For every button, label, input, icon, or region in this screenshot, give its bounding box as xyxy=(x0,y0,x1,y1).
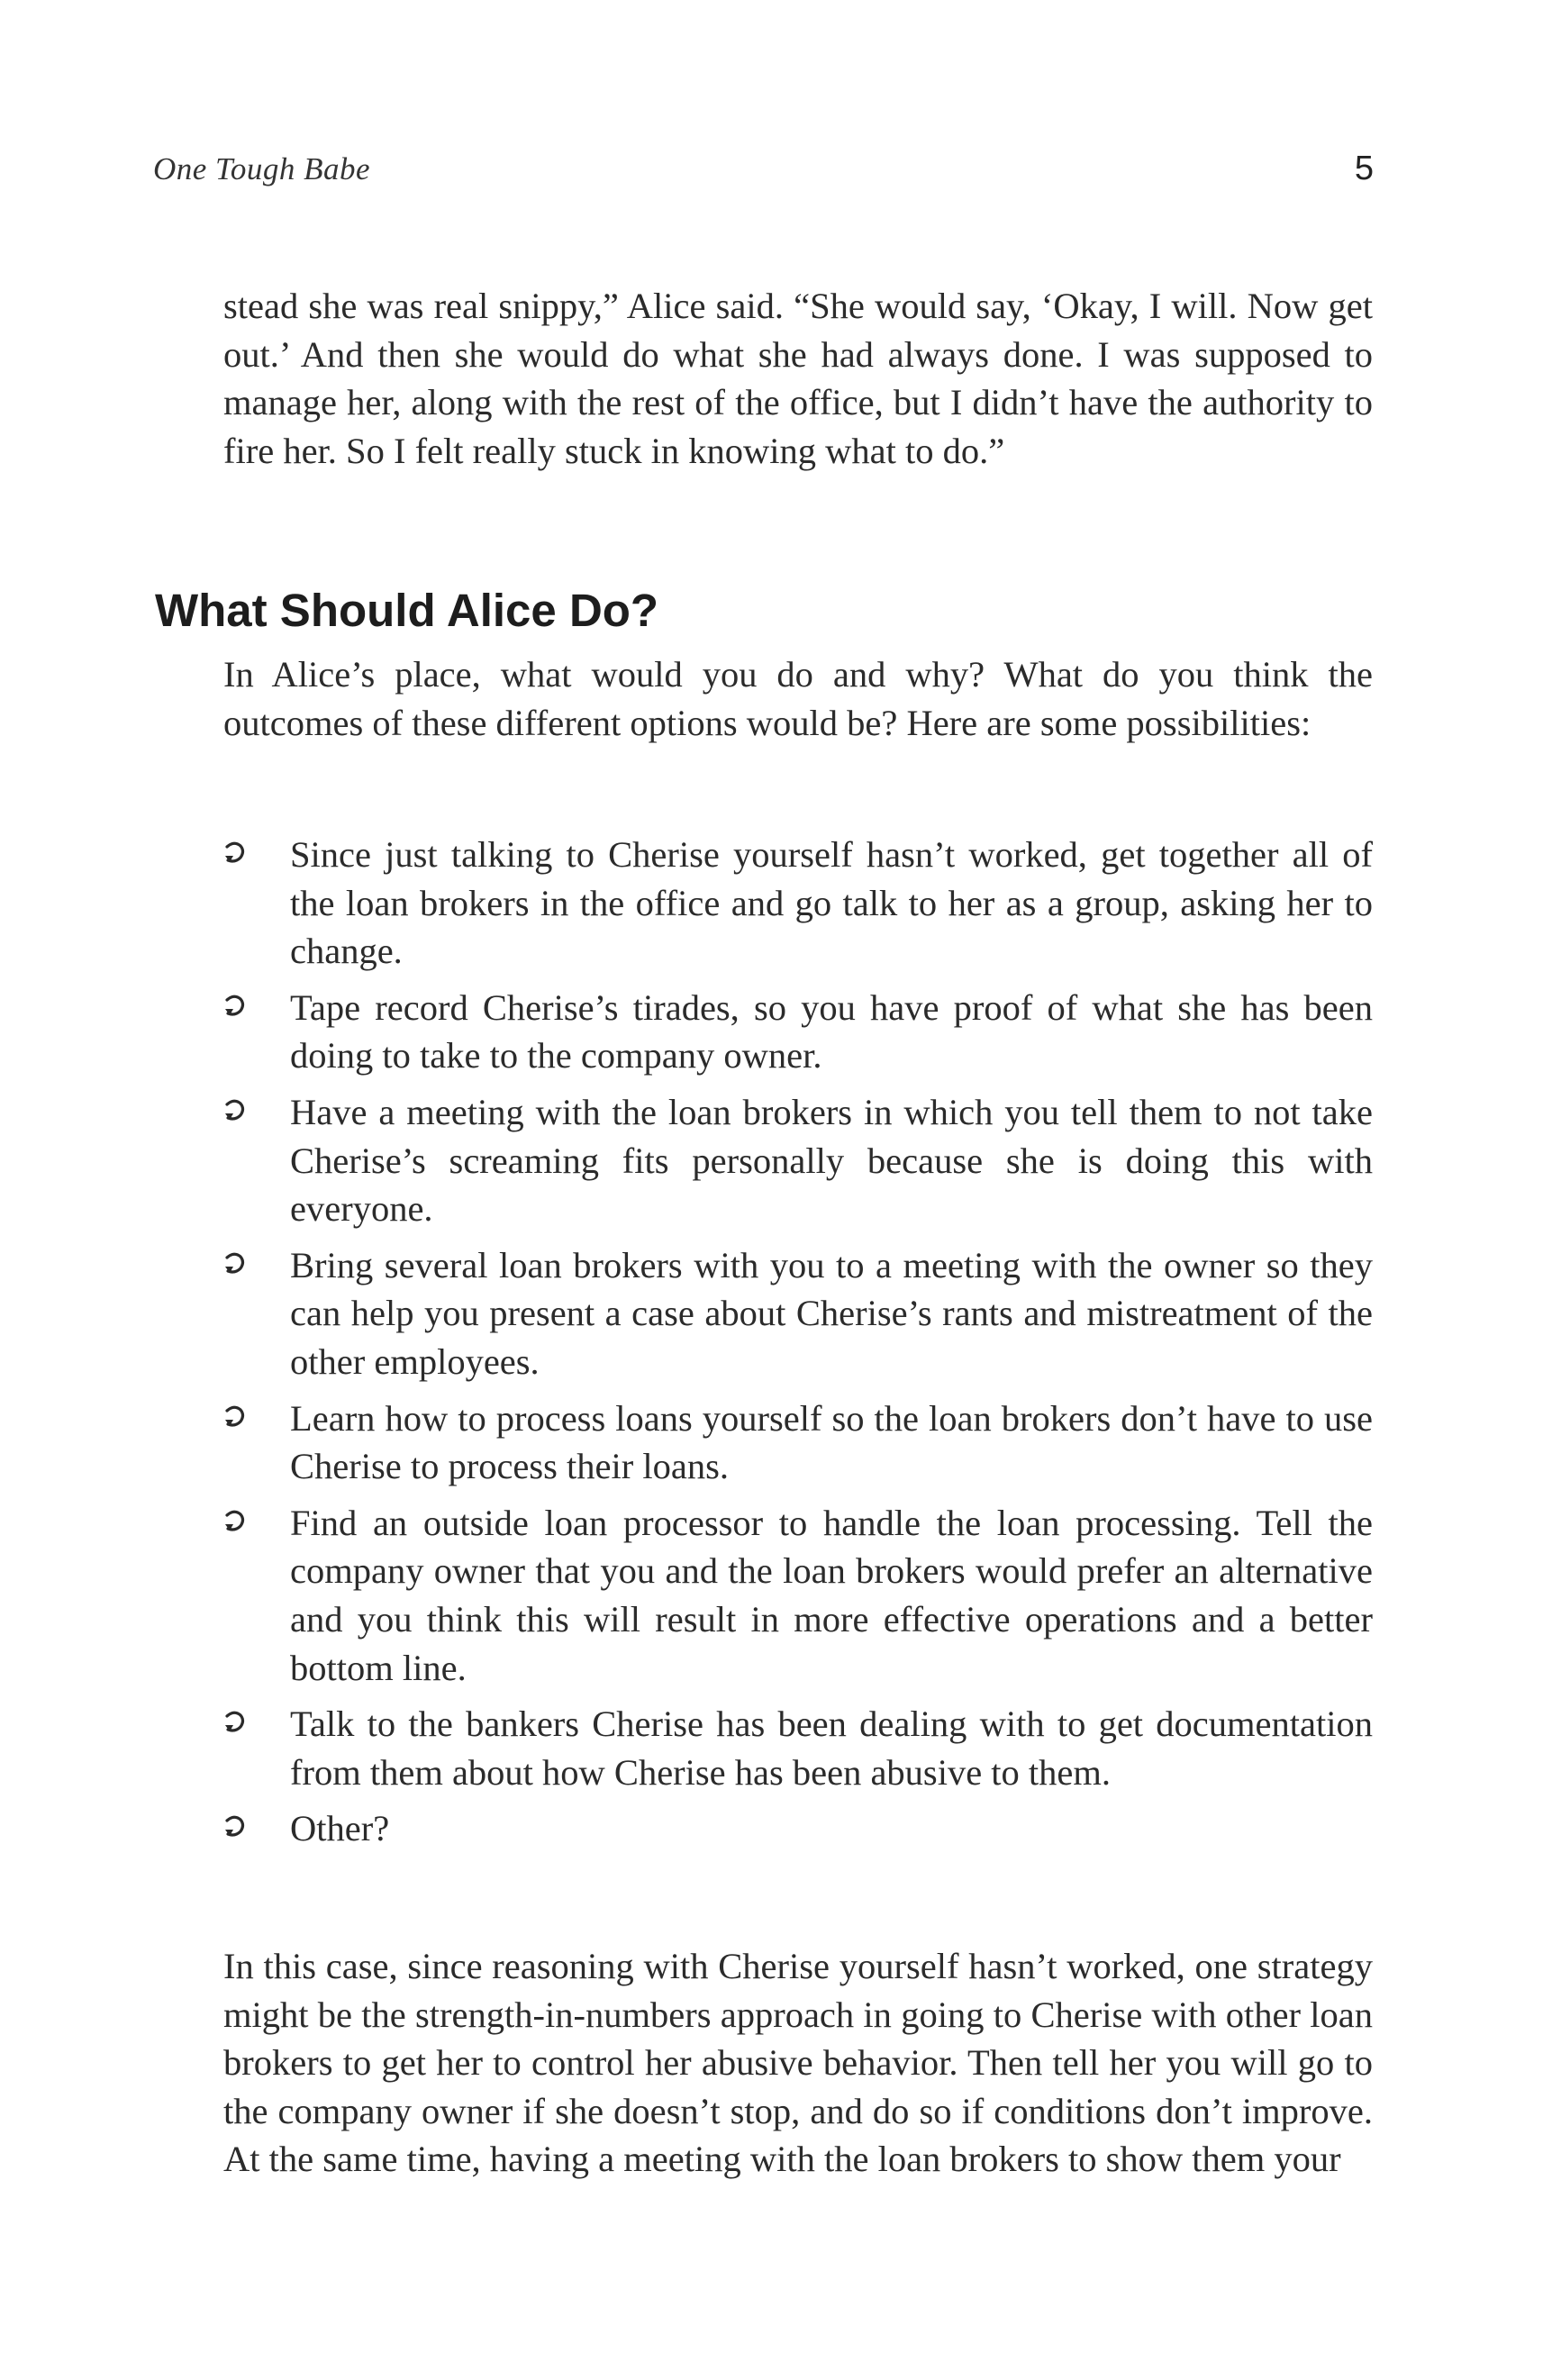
page-number: 5 xyxy=(1354,150,1374,187)
intro-paragraph: stead she was real snippy,” Alice said. “She would say, ‘Okay, I will. Now get out.’ And then she would do what she had always done. I was supposed to manage her, along with the rest of the office, but I didn’t have the authority to fire her. So I felt really stuck in knowing what to do.” xyxy=(223,286,1373,471)
option-text: Have a meeting with the loan brokers in which you tell them to not take Cherise’s screaming fits personally because she is doing this with everyone. xyxy=(290,1091,1373,1230)
list-item xyxy=(223,1700,1373,1796)
option-text: Talk to the bankers Cherise has been dealing with to get documentation from them about how Cherise has been abusive to them. xyxy=(290,1703,1373,1793)
options-list xyxy=(223,831,1373,1861)
curved-arrow-icon xyxy=(223,1804,250,1853)
curved-arrow-icon xyxy=(223,831,250,879)
option-text: Bring several loan brokers with you to a meeting with the owner so they can help you present a case about Cherise’s rants and mistreatment of the other employees. xyxy=(290,1244,1373,1382)
section-heading: What Should Alice Do? xyxy=(155,585,659,636)
curved-arrow-icon xyxy=(223,1394,250,1443)
list-item xyxy=(223,1499,1373,1692)
list-item xyxy=(223,984,1373,1080)
option-text: Since just talking to Cherise yourself hasn’t worked, get together all of the loan brokers in the office and go talk to her as a group, asking her to change. xyxy=(290,834,1373,972)
running-head: One Tough Babe xyxy=(153,151,370,186)
list-item xyxy=(223,1088,1373,1233)
curved-arrow-icon xyxy=(223,984,250,1032)
option-text: Tape record Cherise’s tirades, so you have proof of what she has been doing to take to the company owner. xyxy=(290,986,1373,1076)
question-paragraph: In Alice’s place, what would you do and why? What do you think the outcomes of these different options would be? Here are some possibilities: xyxy=(223,654,1373,743)
list-item xyxy=(223,1241,1373,1386)
curved-arrow-icon xyxy=(223,1499,250,1548)
option-text: Learn how to process loans yourself so the loan brokers don’t have to use Cherise to process their loans. xyxy=(290,1397,1373,1487)
curved-arrow-icon xyxy=(223,1700,250,1749)
curved-arrow-icon xyxy=(223,1241,250,1290)
list-item xyxy=(223,1804,1373,1853)
list-item xyxy=(223,1394,1373,1491)
list-item xyxy=(223,831,1373,976)
analysis-paragraph: In this case, since reasoning with Cherise yourself hasn’t worked, one strategy might be the strength-in-numbers approach in going to Cherise with other loan brokers to get her to control her abusive behavior. Then tell her you will go to the company owner if she doesn’t stop, and do so if conditions don’t improve. At the same time, having a meeting with the loan brokers to show them your xyxy=(223,1946,1373,2180)
option-text: Other? xyxy=(290,1808,390,1849)
option-text: Find an outside loan processor to handle the loan processing. Tell the company owner that you and the loan brokers would prefer an alternative and you think this will result in more effective operations and a better bottom line. xyxy=(290,1502,1373,1688)
curved-arrow-icon xyxy=(223,1088,250,1137)
